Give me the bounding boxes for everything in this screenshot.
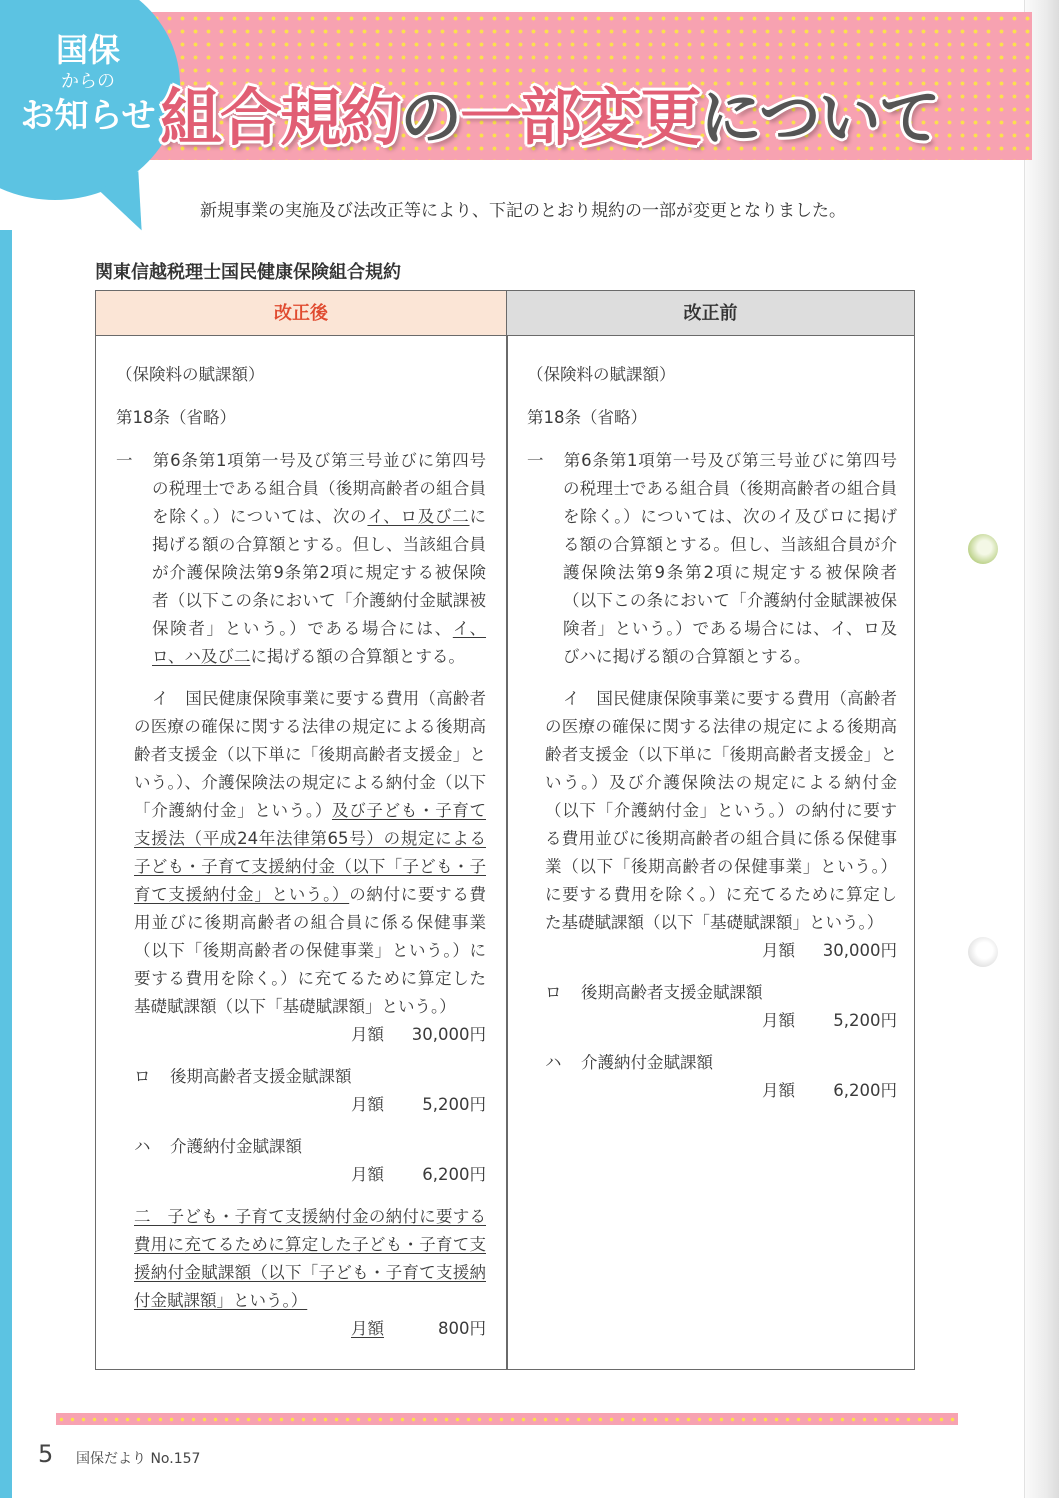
item-ro-mark: ロ <box>545 983 562 1002</box>
amount-label: 月額 <box>351 1319 384 1338</box>
comparison-table <box>95 290 915 1370</box>
amount-label: 月額 <box>351 1165 384 1184</box>
item-ro <box>527 979 897 1007</box>
item-1 <box>527 447 897 671</box>
article-label: 第18条（省略） <box>116 408 236 427</box>
item-i-text-a: イ 国民健康保険事業に要する費用（高齢者の医療の確保に関する法律の規定による後期高齢者支援金（以下単に「後期高齢者支援金」という。）、介護保険法の規定による納付金（以下「介護納付金」という。） <box>134 689 486 820</box>
title-part4: について <box>700 80 939 154</box>
item-1-text-a: 第6条第1項第一号及び第三号並びに第四号の税理士である組合員（後期高齢者の組合員を除く。）については、次の <box>152 451 486 526</box>
rules-title: 関東信越税理士国民健康保険組合規約 <box>95 262 401 283</box>
amount-value: 5,200円 <box>833 1011 897 1030</box>
bubble-line1: 国保 <box>55 31 120 69</box>
section-heading: （保険料の賦課額） <box>116 365 265 384</box>
bubble-label <box>8 30 168 138</box>
item-ha-text: 介護納付金賦課額 <box>170 1137 302 1156</box>
amount-label: 月額 <box>351 1095 384 1114</box>
title-part1: 組合規約 <box>160 80 401 154</box>
footer-dotted-band <box>56 1413 958 1425</box>
item-1-text-b: に掲げる額の合算額とする。但し、当該組合員が介護保険法第9条第2項に規定する被保険者（以下この条において「介護納付金賦課被保険者」という。）である場合には、 <box>152 507 486 638</box>
amount-ni <box>116 1315 486 1343</box>
item-i-text-b: の納付に要する費用並びに後期高齢者の組合員に係る保健事業（以下「後期高齢者の保健事業」という。）に要する費用を除く。）に充てるために算定した基礎賦課額（以下「基礎賦課額」という。） <box>134 885 486 1016</box>
article-label: 第18条（省略） <box>527 408 647 427</box>
amount-ni-underlined <box>351 1319 486 1338</box>
amount-label: 月額 <box>762 941 795 960</box>
item-1-underlined-2: イ、ロ、ハ及び二 <box>152 619 487 666</box>
item-1-text: 第6条第1項第一号及び第三号並びに第四号の税理士である組合員（後期高齢者の組合員を除く。）については、次のイ及びロに掲げる額の合算額とする。但し、当該組合員が介護保険法第9条第2項に規定する被保険者（以下この条において「介護納付金賦課被保険者」という。）である場合には、イ、ロ及びハに掲げる額の合算額とする。 <box>563 451 897 666</box>
amount-value: 800円 <box>438 1319 486 1338</box>
amount-value: 6,200円 <box>833 1081 897 1100</box>
item-ro-mark: ロ <box>134 1067 151 1086</box>
title-part3: 一部変更 <box>460 80 701 154</box>
punch-hole <box>968 534 998 564</box>
item-ro-text: 後期高齢者支援金賦課額 <box>581 983 763 1002</box>
column-after-revision <box>116 361 486 1357</box>
amount-ha <box>527 1077 897 1105</box>
publication-label: 国保だより No.157 <box>76 1451 201 1467</box>
amount-label: 月額 <box>351 1025 384 1044</box>
item-1-underlined-1: イ、ロ及び二 <box>367 507 470 526</box>
item-1-mark: 一 <box>116 451 133 470</box>
column-divider <box>506 291 508 1369</box>
amount-i <box>116 1021 486 1049</box>
item-i <box>116 685 486 1021</box>
bubble-line3: お知らせ <box>20 96 156 136</box>
item-ni-text: 二 子ども・子育て支援納付金の納付に要する費用に充てるために算定した子ども・子育て支援納付金賦課額（以下「子ども・子育て支援納付金賦課額」という。） <box>134 1207 486 1310</box>
item-1-mark: 一 <box>527 451 544 470</box>
item-ha-mark: ハ <box>545 1053 562 1072</box>
amount-label: 月額 <box>762 1081 795 1100</box>
section-heading: （保険料の賦課額） <box>527 365 676 384</box>
amount-value: 6,200円 <box>422 1165 486 1184</box>
item-ni <box>116 1203 486 1315</box>
bubble-line2: からの <box>61 71 115 92</box>
page-title <box>160 72 960 152</box>
intro-text: 新規事業の実施及び法改正等により、下記のとおり規約の一部が変更となりました。 <box>200 201 846 221</box>
item-ro-text: 後期高齢者支援金賦課額 <box>170 1067 352 1086</box>
item-ro <box>116 1063 486 1091</box>
header-after-revision: 改正後 <box>96 291 506 336</box>
left-accent-bar <box>0 230 12 1498</box>
amount-ro <box>527 1007 897 1035</box>
item-ha-mark: ハ <box>134 1137 151 1156</box>
column-before-revision <box>527 361 897 1119</box>
item-ha-text: 介護納付金賦課額 <box>581 1053 713 1072</box>
page-number: 5 <box>38 1440 54 1468</box>
header-before-revision: 改正前 <box>507 291 914 336</box>
item-ha <box>116 1133 486 1161</box>
amount-i <box>527 937 897 965</box>
page-title-text <box>160 68 939 157</box>
item-1-text-c: に掲げる額の合算額とする。 <box>250 647 465 666</box>
amount-value: 30,000円 <box>822 941 897 960</box>
item-i-underlined: 及び子ども・子育て支援法（平成24年法律第65号）の規定による子ども・子育て支援納付金（以下「子ども・子育て支援納付金」という。） <box>134 801 486 904</box>
title-part2: の <box>400 80 461 154</box>
item-1 <box>116 447 486 671</box>
amount-label: 月額 <box>762 1011 795 1030</box>
page-edge <box>1024 0 1059 1498</box>
amount-value: 5,200円 <box>422 1095 486 1114</box>
item-ha <box>527 1049 897 1077</box>
amount-ro <box>116 1091 486 1119</box>
amount-ha <box>116 1161 486 1189</box>
item-i: イ 国民健康保険事業に要する費用（高齢者の医療の確保に関する法律の規定による後期高齢者支援金（以下単に「後期高齢者支援金」という。）及び介護保険法の規定による納付金（以下「介護納付金」という。）の納付に要する費用並びに後期高齢者の組合員に係る保健事業（以下「後期高齢者の保健事業」という。）に要する費用を除く。）に充てるために算定した基礎賦課額（以下「基礎賦課額」という。） <box>545 689 897 932</box>
amount-value: 30,000円 <box>411 1025 486 1044</box>
punch-hole <box>968 937 998 967</box>
